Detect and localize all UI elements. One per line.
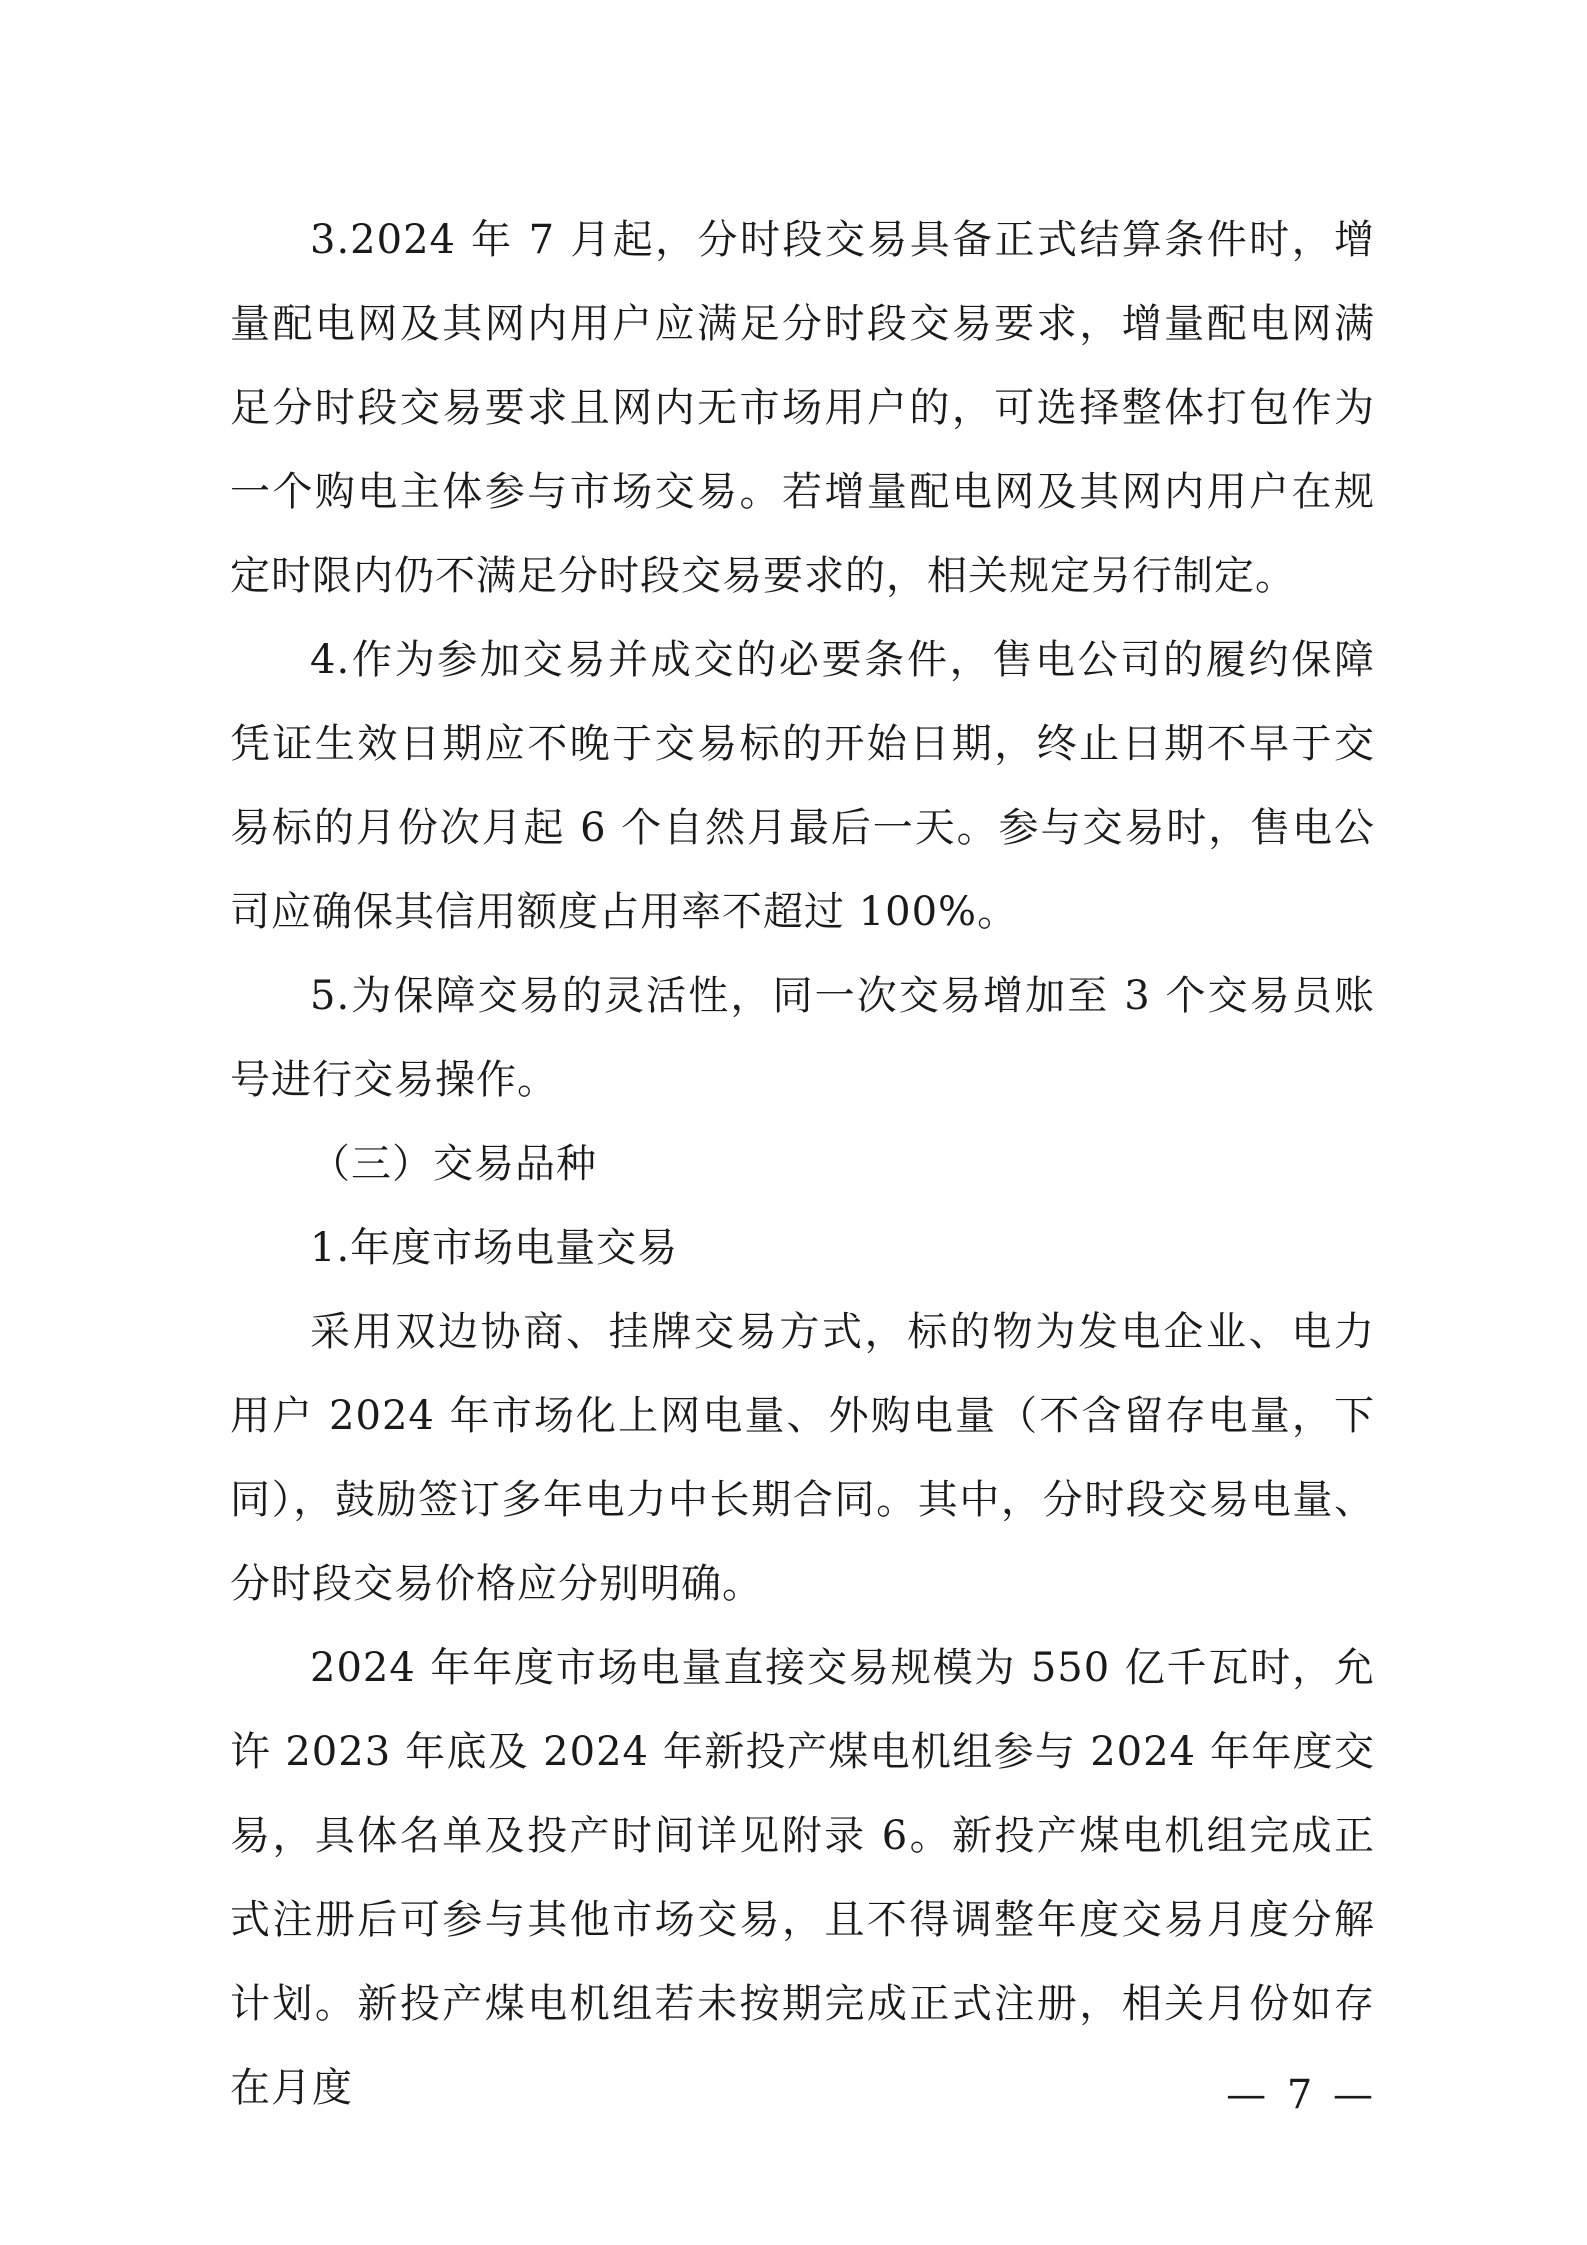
paragraph-trading-method: 采用双边协商、挂牌交易方式，标的物为发电企业、电力用户 2024 年市场化上网电量、外购电量（不含留存电量，下同），鼓励签订多年电力中长期合同。其中，分时段交易电量、分时段交易价格应分别明确。: [230, 1309, 1375, 1607]
document-body: [230, 198, 1375, 2130]
section-heading: （三）交易品种: [310, 1141, 597, 1187]
subheading-annual-trading: 1.年度市场电量交易: [310, 1225, 679, 1271]
paragraph-item-5: 5.为保障交易的灵活性，同一次交易增加至 3 个交易员账号进行交易操作。: [230, 973, 1375, 1103]
paragraph-item-3: 3.2024 年 7 月起，分时段交易具备正式结算条件时，增量配电网及其网内用户应满足分时段交易要求，增量配电网满足分时段交易要求且网内无市场用户的，可选择整体打包作为一个购电主体参与市场交易。若增量配电网及其网内用户在规定时限内仍不满足分时段交易要求的，相关规定另行制定。: [230, 217, 1375, 599]
page-number: — 7 —: [1226, 2072, 1377, 2118]
paragraph-trading-scale: 2024 年年度市场电量直接交易规模为 550 亿千瓦时，允许 2023 年底及 2024 年新投产煤电机组参与 2024 年年度交易，具体名单及投产时间详见附录 6。新投产煤电机组完成正式注册后可参与其他市场交易，且不得调整年度交易月度分解计划。新投产煤电机组若未按期完成正式注册，相关月份如存在月度: [230, 1645, 1375, 2111]
paragraph-item-4: 4.作为参加交易并成交的必要条件，售电公司的履约保障凭证生效日期应不晚于交易标的开始日期，终止日期不早于交易标的月份次月起 6 个自然月最后一天。参与交易时，售电公司应确保其信用额度占用率不超过 100%。: [230, 637, 1375, 935]
